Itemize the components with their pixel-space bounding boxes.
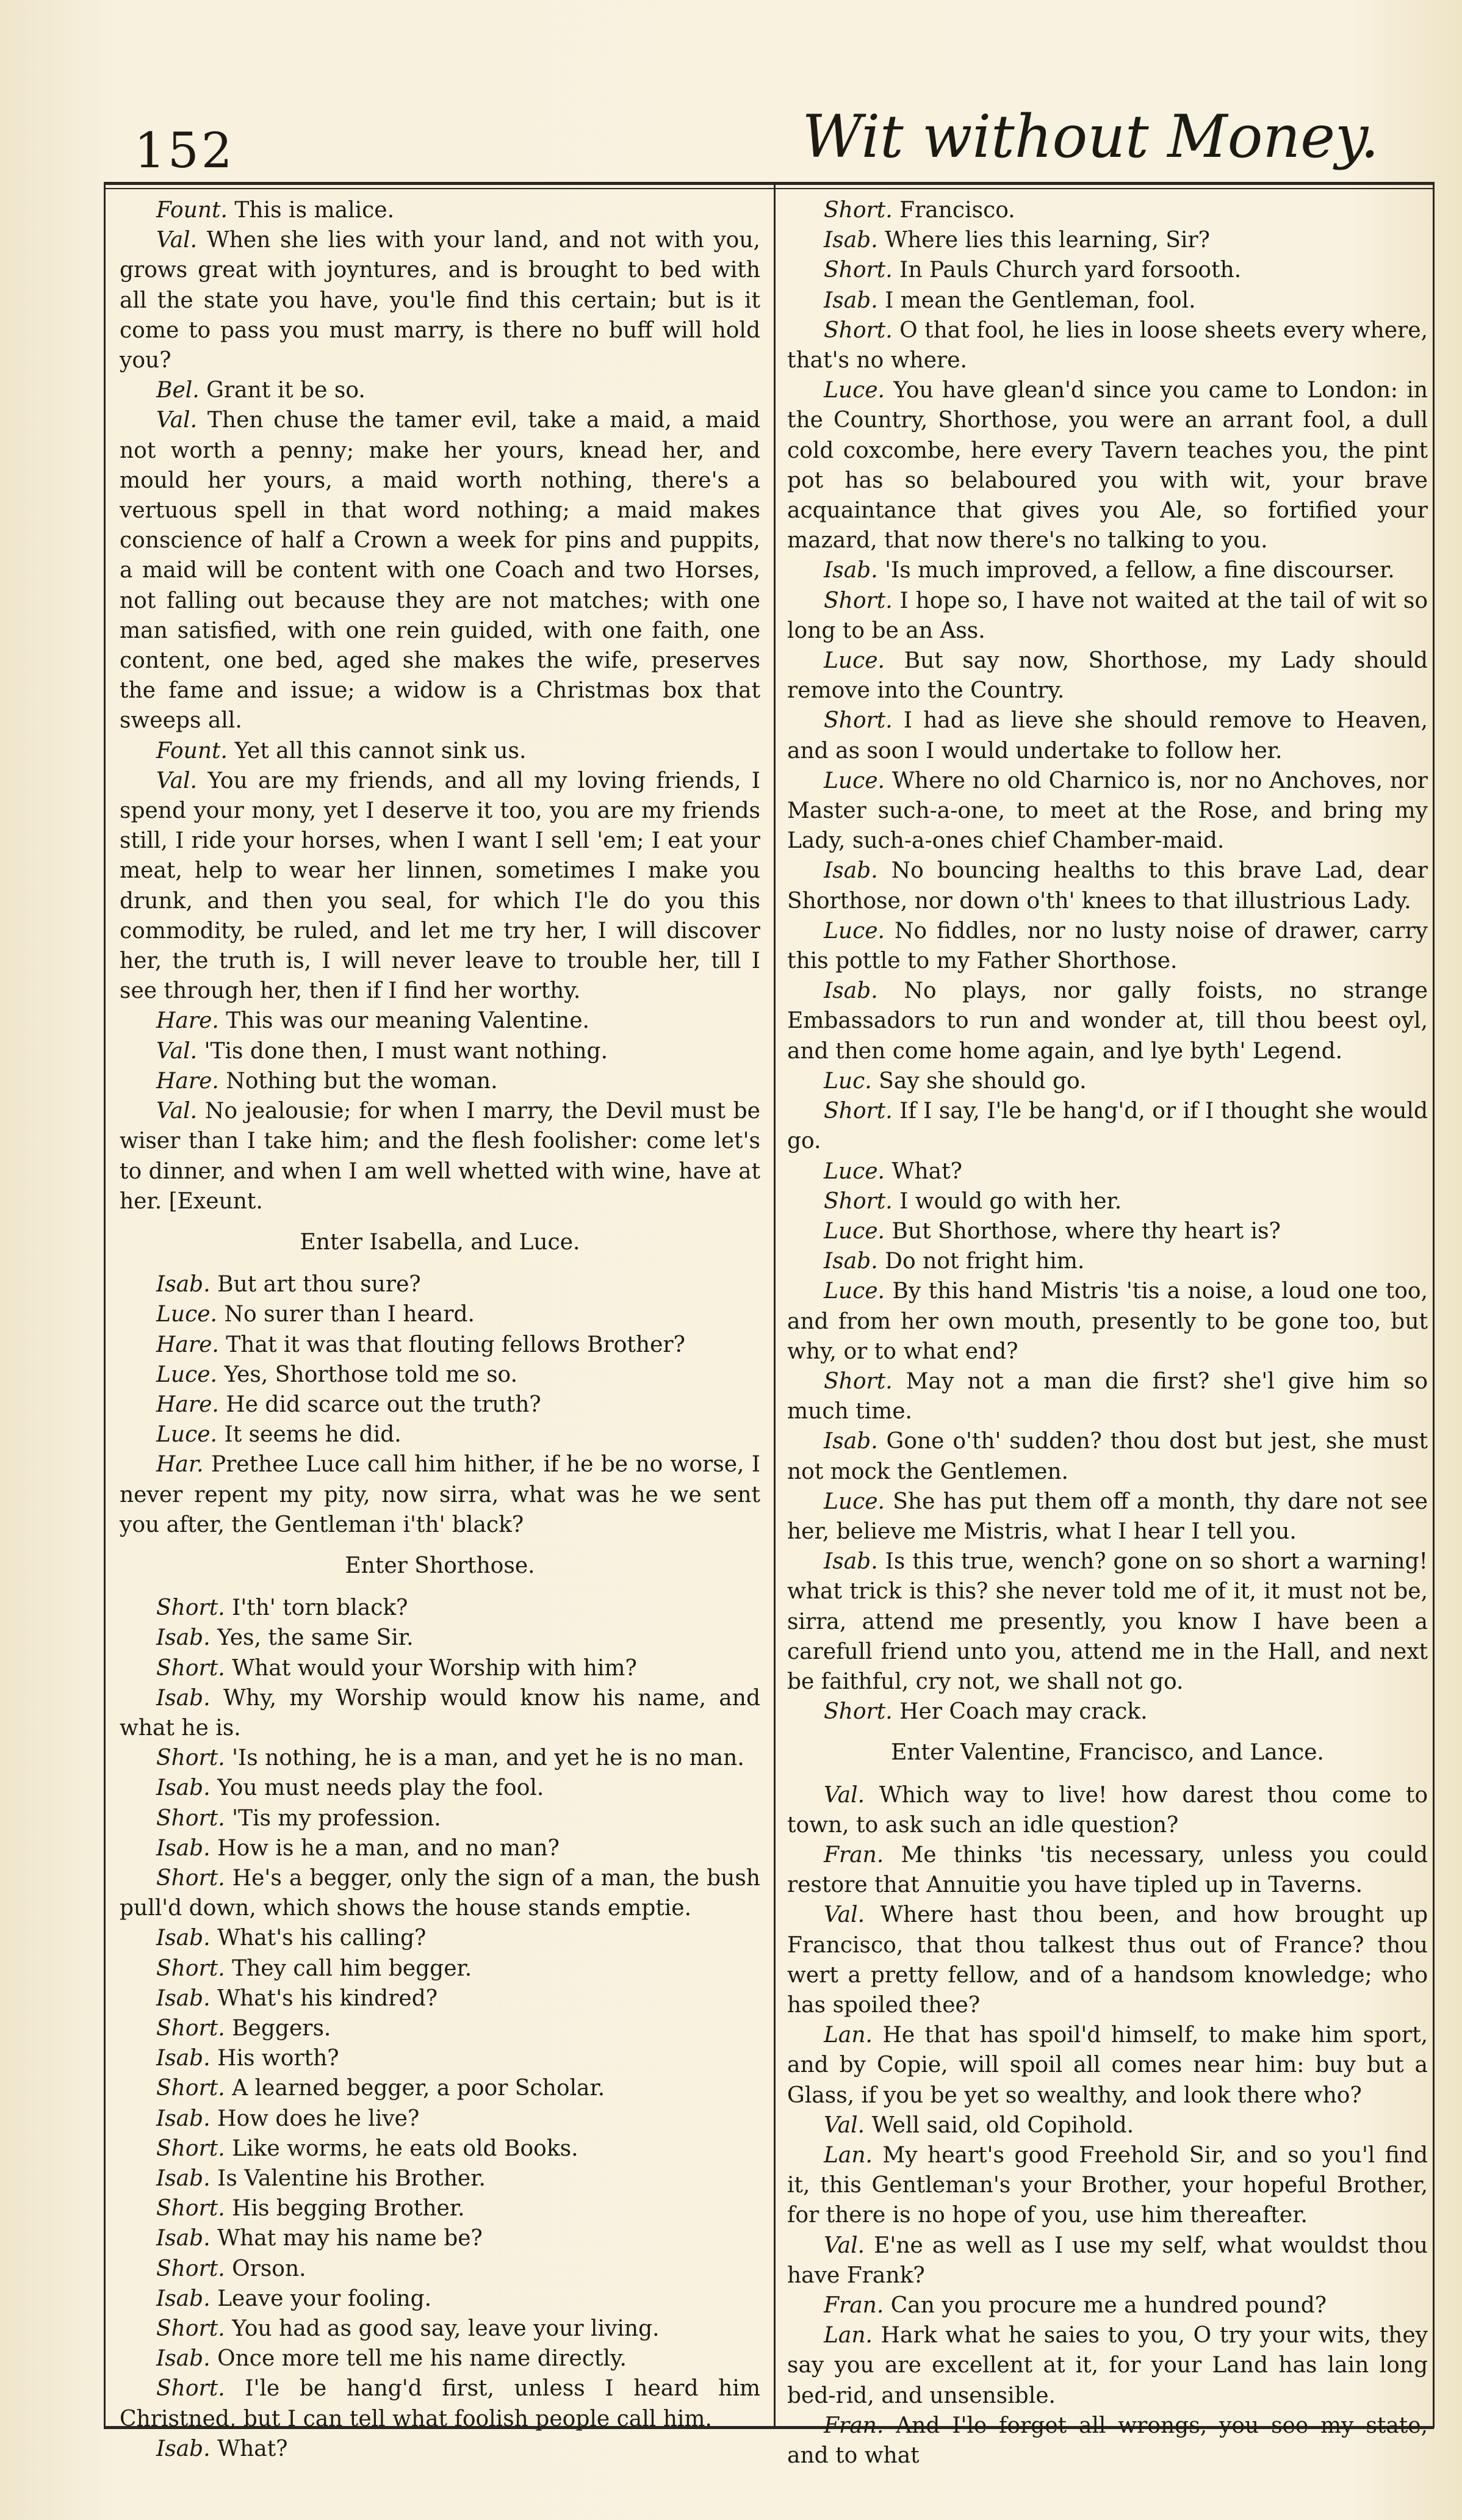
speaker-name: Val. xyxy=(156,408,198,433)
speech xyxy=(787,1426,1428,1486)
speech-text: Orson. xyxy=(232,2256,306,2281)
speech-text: But art thou sure? xyxy=(217,1272,421,1298)
speech-text: No surer than I heard. xyxy=(224,1302,475,1327)
speech-text: I'le be hang'd first, unless I heard him Christned, but I can tell what foolish people call him. xyxy=(120,2376,760,2432)
speech xyxy=(787,766,1428,856)
speech-text: Then chuse the tamer evil, take a maid, a maid not worth a penny; make her yours, knead her, and mould her yours, a maid worth nothing, there's a vertuous spell in that word nothing; a maid makes conscience of half a Crown a week for pins and puppits, a maid will be content with one Coach and two Horses, not falling out because they are not matches; with one man satisfied, with one rein guided, with one faith, one content, one bed, aged she makes the wife, preserves the fame and issue; a widow is a Christmas box that sweeps all. xyxy=(120,408,760,734)
speech-text: Do not fright him. xyxy=(885,1249,1085,1274)
speech xyxy=(787,1367,1428,1426)
speaker-name: Isab. xyxy=(824,287,878,313)
speaker-name: Isab. xyxy=(156,1775,211,1801)
speech xyxy=(787,916,1428,976)
speaker-name: Luce. xyxy=(824,1218,885,1244)
speech-text: How does he live? xyxy=(217,2106,420,2131)
speech xyxy=(120,2434,760,2464)
speaker-name: Isab. xyxy=(156,1835,211,1861)
speaker-name: Hare. xyxy=(156,1008,219,1034)
speech-text: Yet all this cannot sink us. xyxy=(234,738,527,764)
speaker-name: Short. xyxy=(156,1805,225,1831)
speaker-name: Short. xyxy=(156,1865,225,1891)
speaker-name: Lan. xyxy=(824,2023,873,2048)
speech xyxy=(787,1066,1428,1096)
speaker-name: Short. xyxy=(156,1655,225,1681)
speaker-name: Luce. xyxy=(824,918,885,944)
speech-text: It seems he did. xyxy=(224,1422,402,1448)
speech-text: 'Is much improved, a fellow, a fine discourser. xyxy=(885,558,1395,583)
speech xyxy=(120,375,760,405)
speaker-name: Val. xyxy=(824,1902,865,1928)
speaker-name: Fran. xyxy=(824,1842,884,1868)
speaker-name: Fran. xyxy=(824,2413,884,2438)
speech-text: Well said, old Copihold. xyxy=(871,2112,1134,2138)
speech xyxy=(120,2043,760,2073)
speech-text: He that has spoil'd himself, to make him sport, and by Copie, will spoil all comes near him: buy but a Glass, if you be yet so wealthy, and look there who? xyxy=(787,2023,1428,2108)
speech-text: E'ne as well as I use my self, what wouldst thou have Frank? xyxy=(787,2233,1428,2288)
speech xyxy=(120,1803,760,1833)
speech-text: This is malice. xyxy=(234,198,395,223)
speaker-name: Isab. xyxy=(156,2226,211,2251)
speech xyxy=(120,1066,760,1096)
speaker-name: Isab. xyxy=(824,228,878,253)
speech xyxy=(120,1984,760,2013)
speech xyxy=(120,766,760,1006)
speaker-name: Fran. xyxy=(824,2293,884,2319)
speaker-name: Short. xyxy=(156,2015,225,2041)
speech-text: Leave your fooling. xyxy=(217,2286,432,2311)
speech-text: Can you procure me a hundred pound? xyxy=(890,2293,1327,2319)
speaker-name: Short. xyxy=(156,1955,225,1981)
speaker-name: Short. xyxy=(156,2376,225,2402)
speaker-name: Isab. xyxy=(824,858,878,884)
speech xyxy=(787,856,1428,915)
speaker-name: Isab. xyxy=(156,1625,211,1651)
speaker-name: Isab. xyxy=(824,1249,878,1274)
speaker-name: Isab. xyxy=(156,1685,211,1711)
speech xyxy=(787,1276,1428,1367)
speaker-name: Luce. xyxy=(156,1422,218,1448)
speech xyxy=(787,646,1428,706)
left-border xyxy=(104,182,106,2428)
speech-text: By this hand Mistris 'tis a noise, a loud one too, and from her own mouth, presently to be gone too, but why, or to what end? xyxy=(787,1279,1428,1364)
speaker-name: Hare. xyxy=(156,1332,219,1357)
speech-text: No fiddles, nor no lusty noise of drawer, carry this pottle to my Father Shorthose. xyxy=(787,918,1428,974)
speech xyxy=(120,1623,760,1653)
speaker-name: Isab. xyxy=(156,1926,211,1951)
speech-text: He's a begger, only the sign of a man, the bush pull'd down, which shows the house stands emptie. xyxy=(120,1865,760,1921)
speaker-name: Short. xyxy=(824,1188,893,1214)
page-header xyxy=(110,98,1428,189)
speech xyxy=(787,2140,1428,2231)
speech xyxy=(787,225,1428,255)
speech-text: What? xyxy=(217,2436,288,2461)
speech xyxy=(120,1006,760,1036)
speech-text: Why, my Worship would know his name, and what he is. xyxy=(120,1685,761,1741)
speaker-name: Luce. xyxy=(824,1158,885,1184)
speech-text: Is Valentine his Brother. xyxy=(217,2166,486,2191)
speech-text: O that fool, he lies in loose sheets every where, that's no where. xyxy=(787,317,1428,374)
speech-text: Hark what he saies to you, O try your wits, they say you are excellent at it, for your Land has lain long bed-rid, and unsensible. xyxy=(787,2323,1428,2408)
speech-text: I'th' torn black? xyxy=(232,1595,408,1621)
speaker-name: Short. xyxy=(824,1699,893,1725)
speech-text: Where lies this learning, Sir? xyxy=(885,228,1210,253)
speech xyxy=(120,1330,760,1360)
speech xyxy=(120,2284,760,2314)
speech-text: And I'le forget all wrongs, you see my state, and to what xyxy=(787,2413,1428,2469)
speaker-name: Short. xyxy=(824,317,893,343)
speech xyxy=(120,1593,760,1623)
speech-text: I mean the Gentleman, fool. xyxy=(885,287,1196,313)
speaker-name: Short. xyxy=(156,2076,225,2101)
speaker-name: Val. xyxy=(156,228,198,253)
speech-text: Say she should go. xyxy=(879,1068,1087,1094)
speaker-name: Har. xyxy=(156,1452,204,1478)
speech xyxy=(787,2291,1428,2320)
speaker-name: Luce. xyxy=(824,378,885,403)
speech xyxy=(120,1390,760,1420)
speaker-name: Isab. xyxy=(824,1429,878,1454)
speech-text: But Shorthose, where thy heart is? xyxy=(891,1218,1281,1244)
speech-text: They call him begger. xyxy=(232,1955,472,1981)
speech-text: 'Is nothing, he is a man, and yet he is no man. xyxy=(232,1746,744,1771)
speaker-name: Isab. xyxy=(156,2286,211,2311)
speech-text: Francisco. xyxy=(899,198,1015,223)
speech-text: How is he a man, and no man? xyxy=(217,1835,560,1861)
speech-text: Nothing but the woman. xyxy=(226,1068,498,1094)
speech-text: She has put them off a month, thy dare not see her, believe me Mistris, what I hear I tell you. xyxy=(787,1489,1428,1544)
speaker-name: Isab. xyxy=(824,978,878,1004)
speaker-name: Short. xyxy=(824,1099,893,1124)
speaker-name: Val. xyxy=(824,2233,865,2258)
speech-text: I hope so, I have not waited at the tail of wit so long to be an Ass. xyxy=(787,588,1428,643)
stage-direction: Enter Isabella, and Luce. xyxy=(300,1229,580,1255)
speech-text: Yes, the same Sir. xyxy=(217,1625,414,1651)
speech xyxy=(120,1450,760,1540)
speaker-name: Short. xyxy=(824,258,893,283)
speech xyxy=(787,2110,1428,2140)
speech xyxy=(787,1157,1428,1186)
speech-text: No bouncing healths to this brave Lad, dear Shorthose, nor down o'th' knees to that illustrious Lady. xyxy=(787,858,1428,914)
speech-text: That it was that flouting fellows Brother? xyxy=(226,1332,685,1357)
speaker-name: Fount. xyxy=(156,738,228,764)
speech-text: 'Tis done then, I must want nothing. xyxy=(204,1038,608,1064)
speech-text: A learned begger, a poor Scholar. xyxy=(232,2076,605,2101)
speaker-name: Luce. xyxy=(156,1302,218,1327)
speech xyxy=(120,736,760,766)
header-rule xyxy=(104,182,1434,185)
speaker-name: Luce. xyxy=(156,1362,218,1387)
speech-text: But say now, Shorthose, my Lady should remove into the Country. xyxy=(787,648,1428,704)
speech xyxy=(120,1269,760,1299)
speech-text: Gone o'th' sudden? thou dost but jest, she must not mock the Gentlemen. xyxy=(787,1429,1428,1484)
speech xyxy=(787,706,1428,765)
speaker-name: Isab. xyxy=(824,1549,878,1575)
speech xyxy=(120,1833,760,1863)
speech-text: What's his kindred? xyxy=(217,1985,438,2011)
speaker-name: Luc. xyxy=(824,1068,872,1094)
speech-text: Beggers. xyxy=(232,2015,331,2041)
speaker-name: Fount. xyxy=(156,198,228,223)
speaker-name: Isab. xyxy=(156,2436,211,2461)
speech xyxy=(787,2231,1428,2291)
speech xyxy=(787,316,1428,375)
speech xyxy=(787,2020,1428,2110)
speaker-name: Lan. xyxy=(824,2323,873,2349)
speaker-name: Luce. xyxy=(824,648,885,674)
speech-text: What? xyxy=(891,1158,962,1184)
speech xyxy=(120,2134,760,2164)
speech xyxy=(787,1840,1428,1900)
speaker-name: Short. xyxy=(824,1368,893,1394)
right-column xyxy=(787,195,1428,2469)
speech xyxy=(787,1216,1428,1246)
speech-text: What would your Worship with him? xyxy=(232,1655,637,1681)
speaker-name: Isab. xyxy=(156,1272,211,1298)
speaker-name: Isab. xyxy=(156,2346,211,2372)
speech xyxy=(120,2223,760,2253)
speech xyxy=(120,1954,760,1984)
speech-text: When she lies with your land, and not with you, grows great with joyntures, and is brought to bed with all the state you have, you'le find this certain; but is it come to pass you must marry, is there no buff will hold you? xyxy=(120,228,760,374)
speech xyxy=(787,2320,1428,2411)
speech xyxy=(120,1360,760,1390)
speaker-name: Val. xyxy=(156,1038,198,1064)
speaker-name: Short. xyxy=(824,708,893,734)
speech xyxy=(120,2374,760,2433)
speaker-name: Isab. xyxy=(824,558,878,583)
speaker-name: Luce. xyxy=(824,1489,885,1514)
speech xyxy=(120,1743,760,1773)
speaker-name: Val. xyxy=(824,2112,865,2138)
speech xyxy=(787,1487,1428,1547)
speech xyxy=(120,2344,760,2374)
speech xyxy=(120,2013,760,2043)
speech xyxy=(120,225,760,375)
speech xyxy=(120,2314,760,2344)
speech xyxy=(120,1773,760,1803)
speech xyxy=(120,1420,760,1450)
speech-text: His begging Brother. xyxy=(232,2196,465,2222)
speech-text: His worth? xyxy=(217,2046,339,2071)
speech-text: Like worms, he eats old Books. xyxy=(232,2136,578,2161)
speech-text: Her Coach may crack. xyxy=(899,1699,1148,1725)
header-rule-thin xyxy=(104,188,1434,189)
speech xyxy=(120,1923,760,1953)
speech xyxy=(120,2164,760,2193)
speech xyxy=(787,1547,1428,1697)
speech xyxy=(787,1186,1428,1216)
speaker-name: Short. xyxy=(156,2136,225,2161)
speech xyxy=(787,976,1428,1066)
speaker-name: Lan. xyxy=(824,2143,873,2168)
speech-text: I had as lieve she should remove to Heaven, and as soon I would undertake to follow her. xyxy=(787,708,1428,764)
speech-text: Me thinks 'tis necessary, unless you could restore that Annuitie you have tipled up in Taverns. xyxy=(787,1842,1428,1898)
speech xyxy=(120,2254,760,2284)
speech-text: He did scarce out the truth? xyxy=(226,1392,541,1417)
right-border xyxy=(1433,182,1435,2428)
speaker-name: Hare. xyxy=(156,1392,219,1417)
speech xyxy=(787,286,1428,316)
speech-text: Is this true, wench? gone on so short a warning! what trick is this? she never told me of it, it must not be, sirra, attend me presently, you know I have been a carefull friend unto you, attend me in the Hall, and next be faithful, cry not, we shall not go. xyxy=(787,1549,1428,1694)
speech-text: This was our meaning Valentine. xyxy=(226,1008,589,1034)
speech xyxy=(787,586,1428,646)
speaker-name: Short. xyxy=(824,588,893,613)
speaker-name: Val. xyxy=(156,1099,198,1124)
speech xyxy=(120,1096,760,1216)
speaker-name: Short. xyxy=(824,198,893,223)
speech xyxy=(120,1299,760,1329)
stage-direction: Enter Valentine, Francisco, and Lance. xyxy=(891,1740,1324,1766)
speech xyxy=(120,2193,760,2223)
speech xyxy=(787,195,1428,225)
speaker-name: Isab. xyxy=(156,2166,211,2191)
speech-text: Yes, Shorthose told me so. xyxy=(224,1362,518,1387)
speaker-name: Short. xyxy=(156,1746,225,1771)
speech-text: You had as good say, leave your living. xyxy=(232,2316,660,2342)
speech-text: You must needs play the fool. xyxy=(217,1775,544,1801)
left-column xyxy=(120,195,761,2461)
stage-direction: Enter Shorthose. xyxy=(345,1553,535,1578)
speech xyxy=(787,255,1428,285)
speaker-name: Luce. xyxy=(824,1279,885,1304)
speech xyxy=(120,1653,760,1683)
speaker-name: Isab. xyxy=(156,2106,211,2131)
speech-text: Where hast thou been, and how brought up Francisco, that thou talkest thus out of France? thou wert a pretty fellow, and of a handsom knowledge; who has spoiled thee? xyxy=(787,1902,1428,2018)
speaker-name: Luce. xyxy=(824,768,885,793)
speaker-name: Isab. xyxy=(156,1985,211,2011)
speaker-name: Short. xyxy=(156,2256,225,2281)
speech-text: Grant it be so. xyxy=(206,378,366,403)
speech-text: Prethee Luce call him hither, if he be no worse, I never repent my pity, now sirra, what was he we sent you after, the Gentleman i'th' black? xyxy=(120,1452,760,1537)
speech-text: What's his calling? xyxy=(217,1926,427,1951)
speech-text: Where no old Charnico is, nor no Anchoves, nor Master such-a-one, to meet at the Rose, and bring my Lady, such-a-ones chief Chamber-maid. xyxy=(787,768,1428,854)
speech xyxy=(787,1246,1428,1276)
speaker-name: Isab. xyxy=(156,2046,211,2071)
speaker-name: Short. xyxy=(156,2316,225,2342)
speech xyxy=(787,1096,1428,1156)
speaker-name: Bel. xyxy=(156,378,200,403)
speech xyxy=(120,1683,760,1743)
speech-text: If I say, I'le be hang'd, or if I thought she would go. xyxy=(787,1099,1428,1154)
speech xyxy=(787,375,1428,555)
column-divider xyxy=(774,182,776,2428)
speaker-name: Val. xyxy=(824,1782,865,1808)
speaker-name: Val. xyxy=(156,768,198,793)
speech-text: I would go with her. xyxy=(899,1188,1122,1214)
speech xyxy=(120,2104,760,2134)
speech-text: No jealousie; for when I marry, the Devil must be wiser than I take him; and the flesh foolisher: come let's to dinner, and when I am well whetted with wine, have at her. [Exeunt. xyxy=(120,1099,760,1214)
page-number: 152 xyxy=(134,122,235,179)
speech xyxy=(787,1697,1428,1727)
speech-text: 'Tis my profession. xyxy=(232,1805,441,1831)
speech xyxy=(120,405,760,735)
speech xyxy=(787,1900,1428,2020)
speech-text: My heart's good Freehold Sir, and so you'l find it, this Gentleman's your Brother, your hopeful Brother, for there is no hope of you, use him thereafter. xyxy=(787,2143,1428,2228)
speech-text: No plays, nor gally foists, no strange Embassadors to run and wonder at, till thou beest oyl, and then come home again, and lye byth' Legend. xyxy=(787,978,1428,1064)
speaker-name: Short. xyxy=(156,1595,225,1621)
speaker-name: Short. xyxy=(156,2196,225,2222)
speech-text: You have glean'd since you came to London: in the Country, Shorthose, you were an arrant fool, a dull cold coxcombe, here every Tavern teaches you, the pint pot has so belaboured you with wit, your brave acquaintance that gives you Ale, so fortified your mazard, that now there's no talking to you. xyxy=(787,378,1428,554)
speech-text: What may his name be? xyxy=(217,2226,483,2251)
speech-text: Once more tell me his name directly. xyxy=(217,2346,627,2372)
speech-text: Which way to live! how darest thou come to town, to ask such an idle question? xyxy=(787,1782,1428,1838)
speech-text: You are my friends, and all my loving friends, I spend your mony, yet I deserve it too, you are my friends still, I ride your horses, when I want I sell 'em; I eat your meat, help to wear her linnen, sometimes I make you drunk, and then you seal, for which I'le do you this commodity, be ruled, and let me try her, I will discover her, the truth is, I will never leave to trouble her, till I see through her, then if I find her worthy. xyxy=(120,768,760,1004)
speech-text: May not a man die first? she'l give him so much time. xyxy=(787,1368,1428,1424)
speaker-name: Hare. xyxy=(156,1068,219,1094)
speech xyxy=(787,555,1428,585)
speech xyxy=(120,2073,760,2103)
speech-text: In Pauls Church yard forsooth. xyxy=(899,258,1242,283)
speech xyxy=(120,1036,760,1066)
speech xyxy=(120,195,760,225)
speech xyxy=(120,1863,760,1923)
speech xyxy=(787,1780,1428,1840)
speech xyxy=(787,2411,1428,2471)
running-title: Wit without Money. xyxy=(802,103,1379,171)
